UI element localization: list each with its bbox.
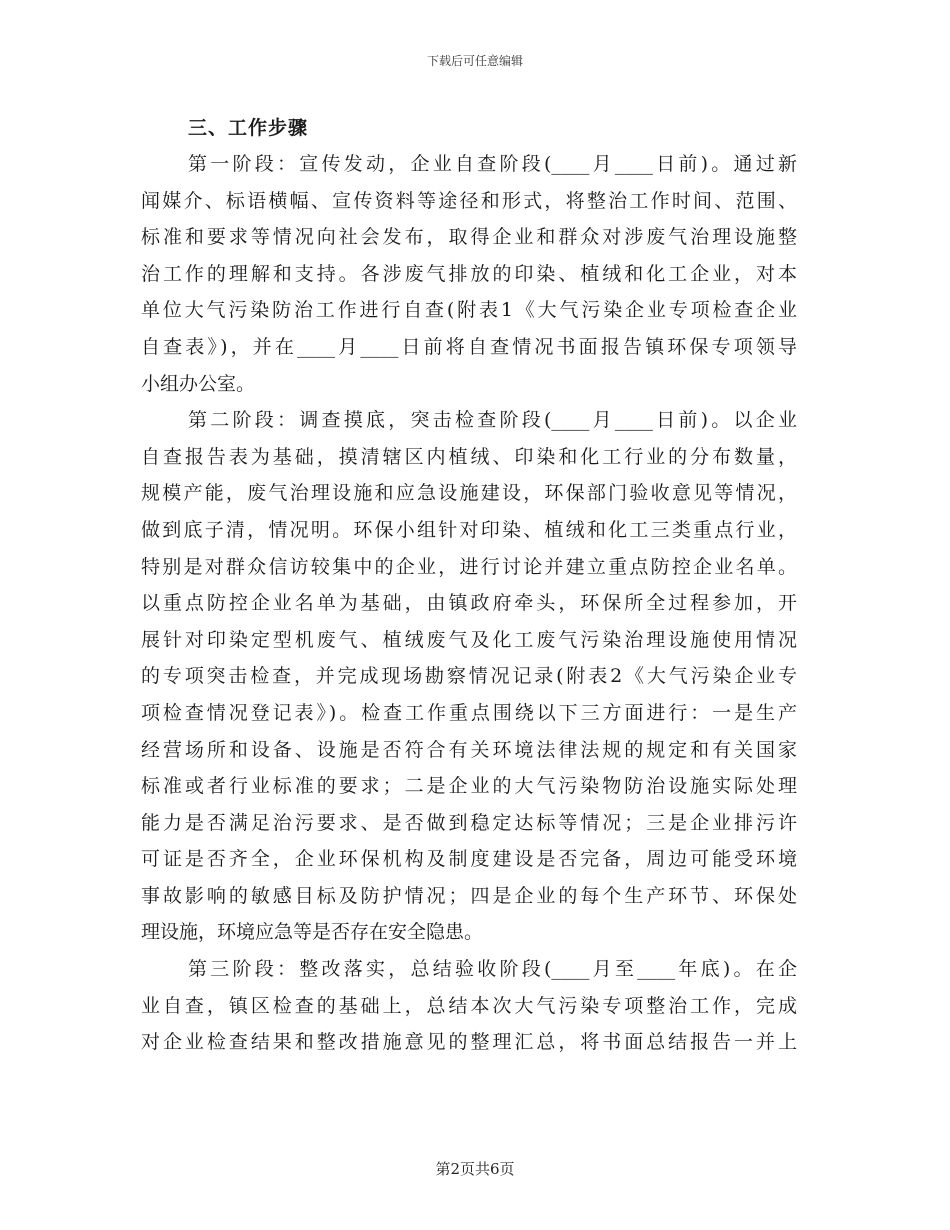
paragraph-2-line: 规模产能，废气治理设施和应急设施建设，环保部门验收意见等情况， <box>141 482 797 505</box>
paragraph-2-line: 第二阶段：调查摸底，突击检查阶段(____月____日前)。以企业 <box>188 409 797 432</box>
paragraph-2-line: 理设施，环境应急等是否存在安全隐患。 <box>141 921 484 944</box>
paragraph-1-line: 闻媒介、标语横幅、宣传资料等途径和形式，将整治工作时间、范围、 <box>141 189 797 212</box>
paragraph-1-line: 标准和要求等情况向社会发布，取得企业和群众对涉废气治理设施整 <box>141 226 797 249</box>
paragraph-1-line: 治工作的理解和支持。各涉废气排放的印染、植绒和化工企业，对本 <box>141 262 797 285</box>
section-heading: 三、工作步骤 <box>188 117 309 139</box>
paragraph-2-line: 标准或者行业标准的要求；二是企业的大气污染物防治设施实际处理 <box>141 775 797 798</box>
paragraph-2-line: 能力是否满足治污要求、是否做到稳定达标等情况；三是企业排污许 <box>141 811 797 834</box>
paragraph-2-line: 特别是对群众信访较集中的企业，进行讨论并建立重点防控企业名单。 <box>141 555 797 578</box>
paragraph-1-line: 小组办公室。 <box>141 372 256 395</box>
page-header: 下载后可任意编辑 <box>426 54 523 68</box>
paragraph-3-line: 对企业检查结果和整改措施意见的整理汇总，将书面总结报告一并上 <box>141 1031 797 1054</box>
paragraph-2-line: 自查报告表为基础，摸清辖区内植绒、印染和化工行业的分布数量， <box>141 445 797 468</box>
paragraph-2-line: 事故影响的敏感目标及防护情况；四是企业的每个生产环节、环保处 <box>141 884 797 907</box>
page-footer: 第2页共6页 <box>435 1160 515 1178</box>
paragraph-1-line: 自查表》)，并在____月____日前将自查情况书面报告镇环保专项领导 <box>141 335 797 358</box>
paragraph-3-line: 业自查，镇区检查的基础上，总结本次大气污染专项整治工作，完成 <box>141 994 797 1017</box>
paragraph-1-line: 第一阶段：宣传发动，企业自查阶段(____月____日前)。通过新 <box>188 153 797 175</box>
paragraph-2-line: 的专项突击检查，并完成现场勘察情况记录(附表2《大气污染企业专 <box>141 665 797 688</box>
paragraph-2-line: 经营场所和设备、设施是否符合有关环境法律法规的规定和有关国家 <box>141 738 797 761</box>
paragraph-3-line: 第三阶段：整改落实，总结验收阶段(____月至____年底)。在企 <box>188 958 797 981</box>
paragraph-2-line: 可证是否齐全，企业环保机构及制度建设是否完备，周边可能受环境 <box>141 848 797 871</box>
paragraph-2-line: 项检查情况登记表》)。检查工作重点围绕以下三方面进行：一是生产 <box>141 701 797 724</box>
paragraph-2-line: 做到底子清，情况明。环保小组针对印染、植绒和化工三类重点行业， <box>141 518 797 541</box>
paragraph-2-line: 展针对印染定型机废气、植绒废气及化工废气污染治理设施使用情况 <box>141 628 797 651</box>
paragraph-1-line: 单位大气污染防治工作进行自查(附表1《大气污染企业专项检查企业 <box>141 299 797 322</box>
document-body <box>141 146 797 1061</box>
paragraph-2-line: 以重点防控企业名单为基础，由镇政府牵头，环保所全过程参加，开 <box>141 592 797 615</box>
